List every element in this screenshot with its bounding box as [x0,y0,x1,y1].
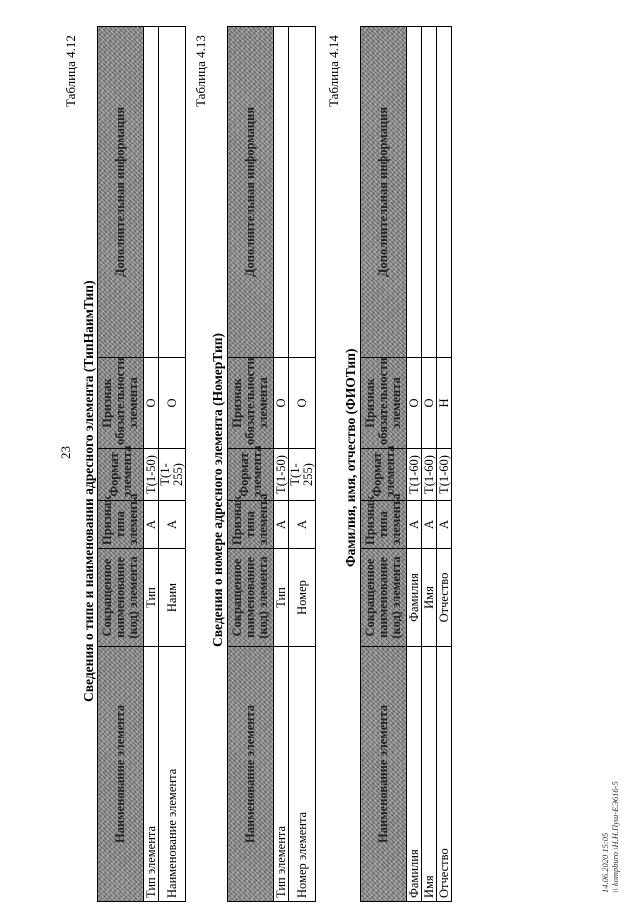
header-type: Признак типа элемента [98,501,144,549]
table-4-14 [360,26,452,902]
cell-type: A [274,501,289,549]
table-row [422,27,437,902]
cell-format: T(1-60) [437,449,452,501]
cell-name: Наименование элемента [159,647,186,902]
cell-type: A [289,501,316,549]
cell-name: Тип элемента [144,647,159,902]
cell-info [289,27,316,358]
cell-name: Отчество [437,647,452,902]
cell-type: A [159,501,186,549]
cell-required: O [144,358,159,449]
cell-name: Фамилия [407,647,422,902]
footer-timestamp: 14.06.2020 15:05 [600,832,610,893]
cell-code: Фамилия [407,549,422,647]
cell-name: Номер элемента [289,647,316,902]
cell-format: T(1-60) [422,449,437,501]
header-format: Формат элемента [361,449,407,501]
cell-format: T(1-255) [159,449,186,501]
table-4-13-title: Сведения о номере адресного элемента (НомерТип) [210,332,225,647]
header-info: Дополнительная информация [228,27,274,358]
cell-type: A [422,501,437,549]
cell-type: A [144,501,159,549]
table-row [144,27,159,902]
header-info: Дополнительная информация [98,27,144,358]
header-name: Наименование элемента [361,647,407,902]
header-info: Дополнительная информация [361,27,407,358]
cell-required: O [289,358,316,449]
cell-info [274,27,289,358]
cell-name: Имя [422,647,437,902]
print-footer [600,781,620,893]
header-required: Признак обязательности элемента [361,358,407,449]
cell-info [422,27,437,358]
table-4-14-label: Таблица 4.14 [326,35,341,107]
table-4-12-label: Таблица 4.12 [63,35,78,107]
table-header-row [228,27,274,902]
cell-info [407,27,422,358]
cell-required: O [159,358,186,449]
cell-code: Тип [144,549,159,647]
cell-info [144,27,159,358]
header-name: Наименование элемента [228,647,274,902]
table-header-row [98,27,144,902]
cell-code: Тип [274,549,289,647]
cell-required: H [437,358,452,449]
header-format: Формат элемента [228,449,274,501]
cell-code: Наим [159,549,186,647]
table-4-13 [227,26,316,902]
cell-type: A [437,501,452,549]
header-type: Признак типа элемента [361,501,407,549]
cell-code: Отчество [437,549,452,647]
header-required: Признак обязательности элемента [228,358,274,449]
header-format: Формат элемента [98,449,144,501]
cell-name: Тип элемента [274,647,289,902]
header-required: Признак обязательности элемента [98,358,144,449]
cell-required: O [422,358,437,449]
table-4-12-title: Сведения о типе и наименовании адресного элемента (ТипНаимТип) [81,280,96,702]
cell-code: Имя [422,549,437,647]
header-code: Сокращенное наименование (код) элемента [98,549,144,647]
cell-type: A [407,501,422,549]
cell-format: T(1-50) [274,449,289,501]
cell-required: O [274,358,289,449]
cell-code: Номер [289,549,316,647]
cell-info [437,27,452,358]
table-header-row [361,27,407,902]
table-row [274,27,289,902]
header-code: Сокращенное наименование (код) элемента [228,549,274,647]
header-name: Наименование элемента [98,647,144,902]
table-4-13-label: Таблица 4.13 [193,35,208,107]
header-type: Признак типа элемента [228,501,274,549]
table-row [407,27,422,902]
cell-format: T(1-50) [144,449,159,501]
cell-format: T(1-60) [407,449,422,501]
cell-required: O [407,358,422,449]
cell-format: T(1-255) [289,449,316,501]
header-code: Сокращенное наименование (код) элемента [361,549,407,647]
table-row [289,27,316,902]
table-row [159,27,186,902]
table-row [437,27,452,902]
cell-info [159,27,186,358]
table-4-14-title: Фамилия, имя, отчество (ФИОТип) [343,348,358,567]
footer-path: \\ kompburo \Н.Н.Пуш-ЕЭ616-5 [610,781,620,893]
page-number: 23 [58,446,73,459]
table-4-12 [97,26,186,902]
